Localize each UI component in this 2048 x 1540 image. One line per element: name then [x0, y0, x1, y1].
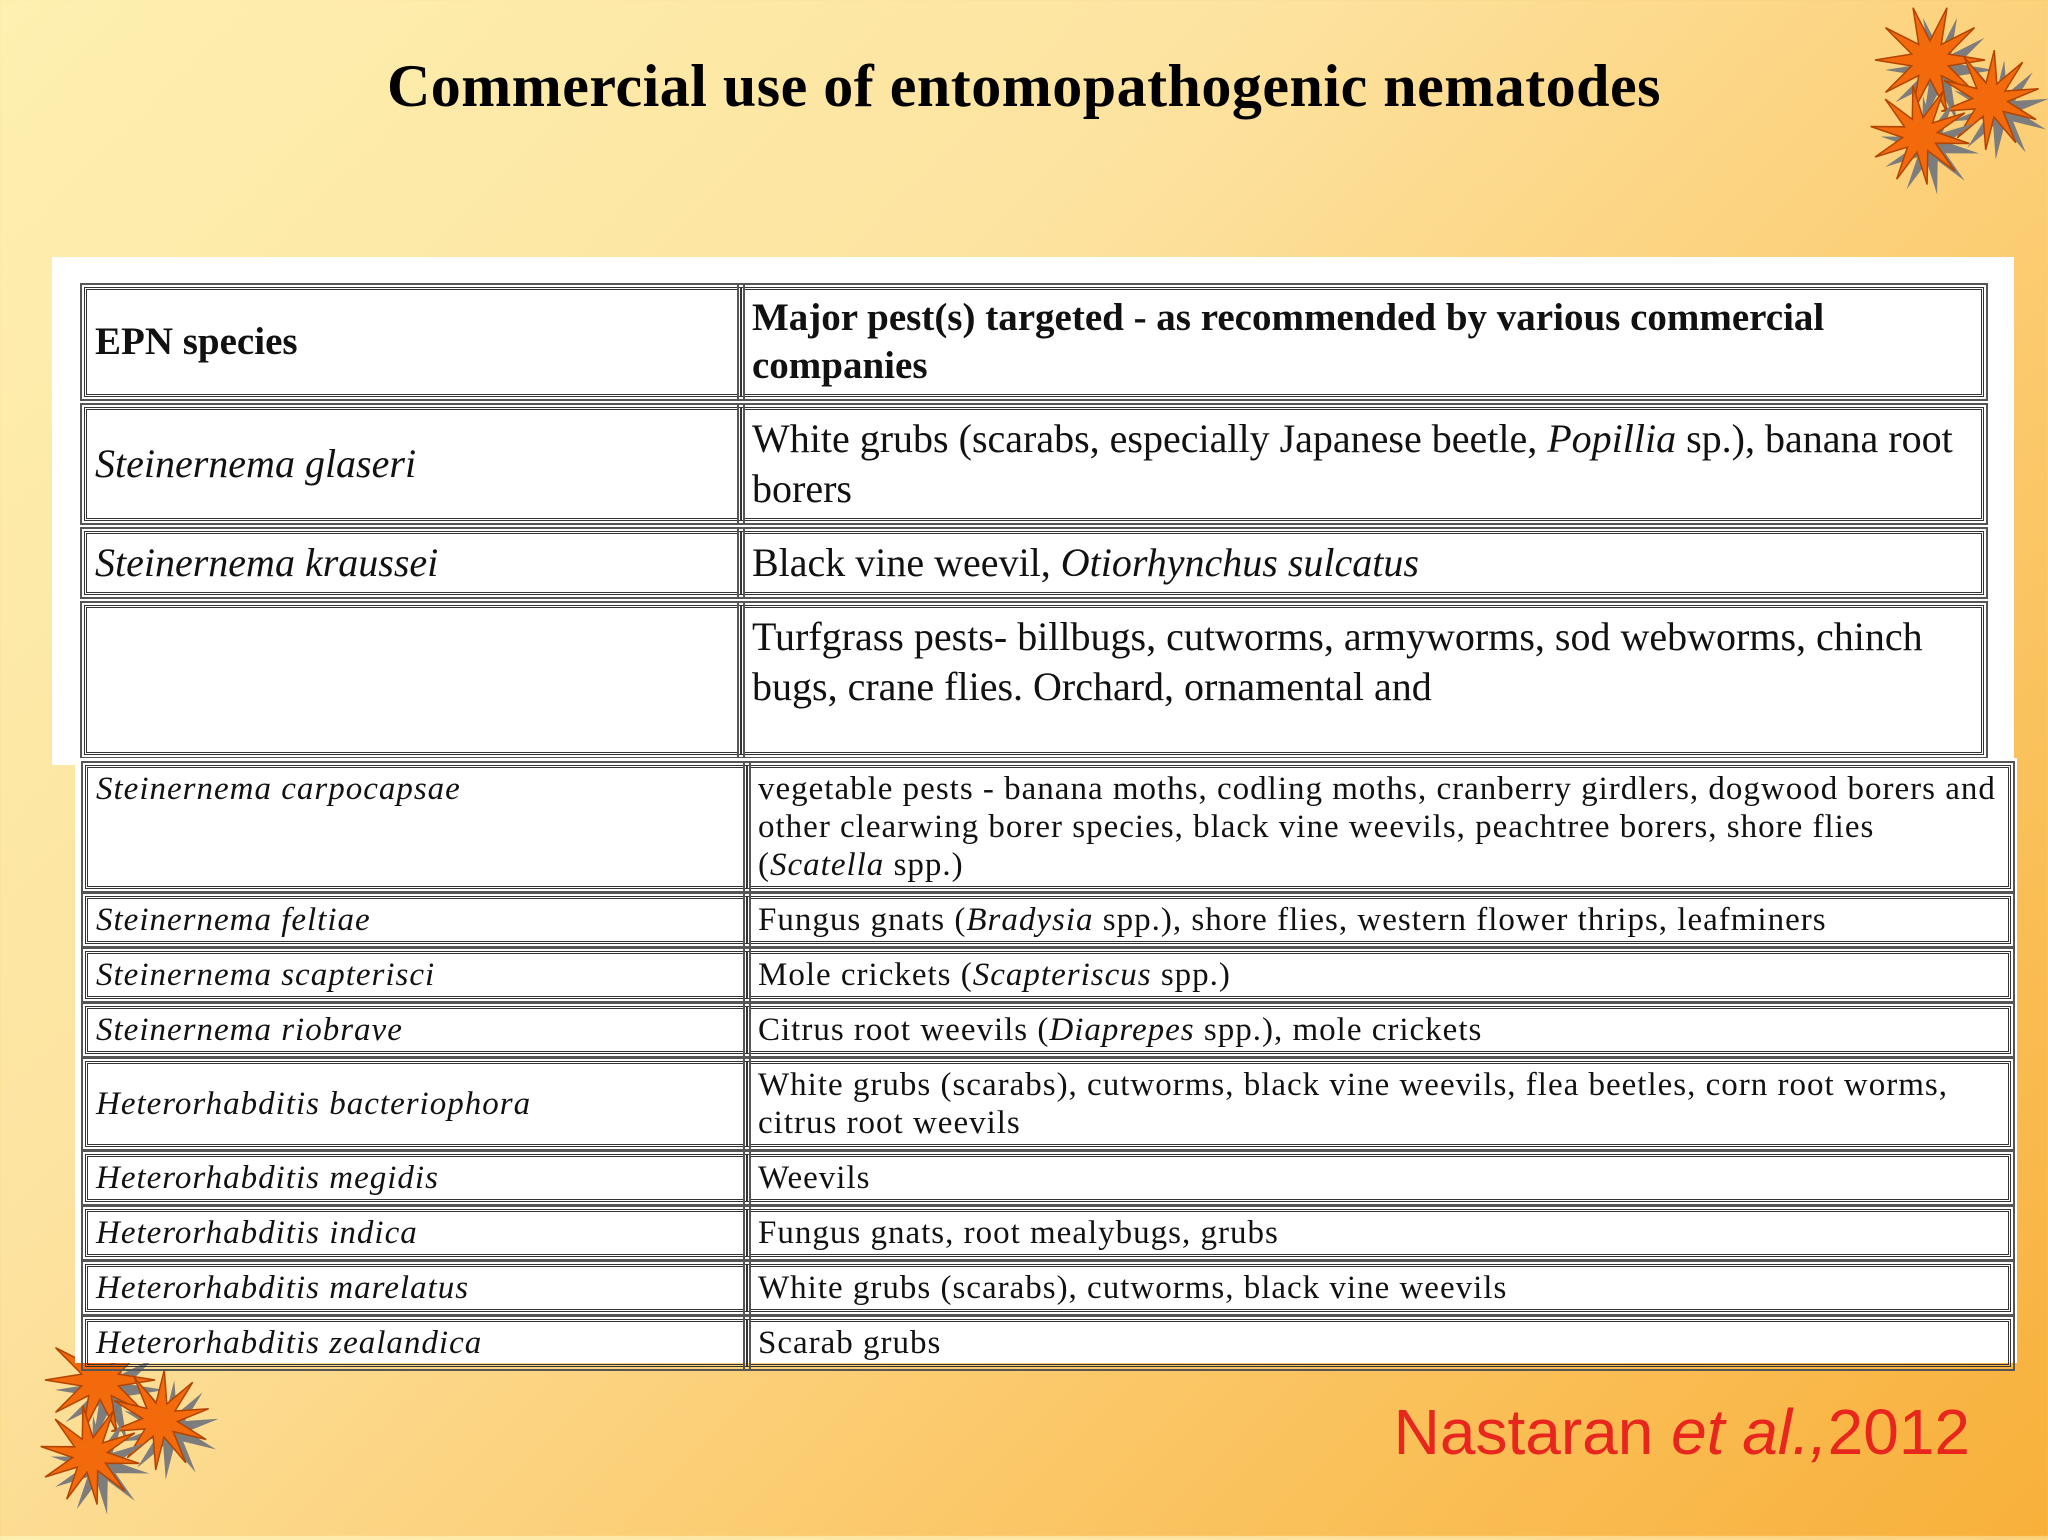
table-row — [85, 896, 2011, 944]
pest-cell: Citrus root weevils (Diaprepes spp.), mole crickets — [747, 1006, 2011, 1054]
species-cell: Heterorhabditis zealandica — [85, 1319, 747, 1367]
table-row — [85, 765, 2011, 889]
species-cell: Heterorhabditis megidis — [85, 1154, 747, 1202]
table-header-row — [84, 287, 1984, 397]
table-row — [85, 1154, 2011, 1202]
pest-cell: Scarab grubs — [747, 1319, 2011, 1367]
table-row — [85, 1264, 2011, 1312]
species-cell — [84, 605, 741, 755]
slide-title: Commercial use of entomopathogenic nematodes — [386, 53, 1662, 119]
header-pests: Major pest(s) targeted - as recommended by various commercial companies — [741, 287, 1984, 397]
pest-cell: Weevils — [747, 1154, 2011, 1202]
species-cell: Steinernema kraussei — [84, 531, 741, 595]
species-cell: Steinernema riobrave — [85, 1006, 747, 1054]
species-cell: Heterorhabditis bacteriophora — [85, 1061, 747, 1147]
table-lower — [75, 758, 2017, 1363]
table-row — [84, 605, 1984, 755]
species-cell: Steinernema scapterisci — [85, 951, 747, 999]
pest-cell: Black vine weevil, Otiorhynchus sulcatus — [741, 531, 1984, 595]
pest-cell: Mole crickets (Scapteriscus spp.) — [747, 951, 2011, 999]
species-cell: Steinernema carpocapsae — [85, 765, 747, 889]
pest-cell: Turfgrass pests- billbugs, cutworms, armyworms, sod webworms, chinch bugs, crane flies. Orchard, ornamental and — [741, 605, 1984, 755]
table-row — [85, 951, 2011, 999]
pest-cell: White grubs (scarabs), cutworms, black vine weevils — [747, 1264, 2011, 1312]
species-cell: Heterorhabditis indica — [85, 1209, 747, 1257]
table-row — [85, 1319, 2011, 1367]
pest-cell: vegetable pests - banana moths, codling moths, cranberry girdlers, dogwood borers and other clearwing borer species, black vine weevils, peachtree borers, shore flies (Scatella spp.) — [747, 765, 2011, 889]
citation: Nastaran et al.,2012 — [1393, 1396, 1970, 1468]
species-cell: Heterorhabditis marelatus — [85, 1264, 747, 1312]
header-species: EPN species — [84, 287, 741, 397]
table-upper — [52, 257, 2014, 765]
table-row — [85, 1061, 2011, 1147]
table-row — [84, 407, 1984, 521]
pest-cell: Fungus gnats (Bradysia spp.), shore flies, western flower thrips, leafminers — [747, 896, 2011, 944]
table-row — [84, 531, 1984, 595]
flower-decoration-icon — [1850, 0, 2048, 220]
pest-cell: Fungus gnats, root mealybugs, grubs — [747, 1209, 2011, 1257]
table-row — [85, 1209, 2011, 1257]
pest-cell: White grubs (scarabs), cutworms, black vine weevils, flea beetles, corn root worms, citrus root weevils — [747, 1061, 2011, 1147]
species-cell: Steinernema feltiae — [85, 896, 747, 944]
table-row — [85, 1006, 2011, 1054]
pest-cell: White grubs (scarabs, especially Japanese beetle, Popillia sp.), banana root borers — [741, 407, 1984, 521]
species-cell: Steinernema glaseri — [84, 407, 741, 521]
